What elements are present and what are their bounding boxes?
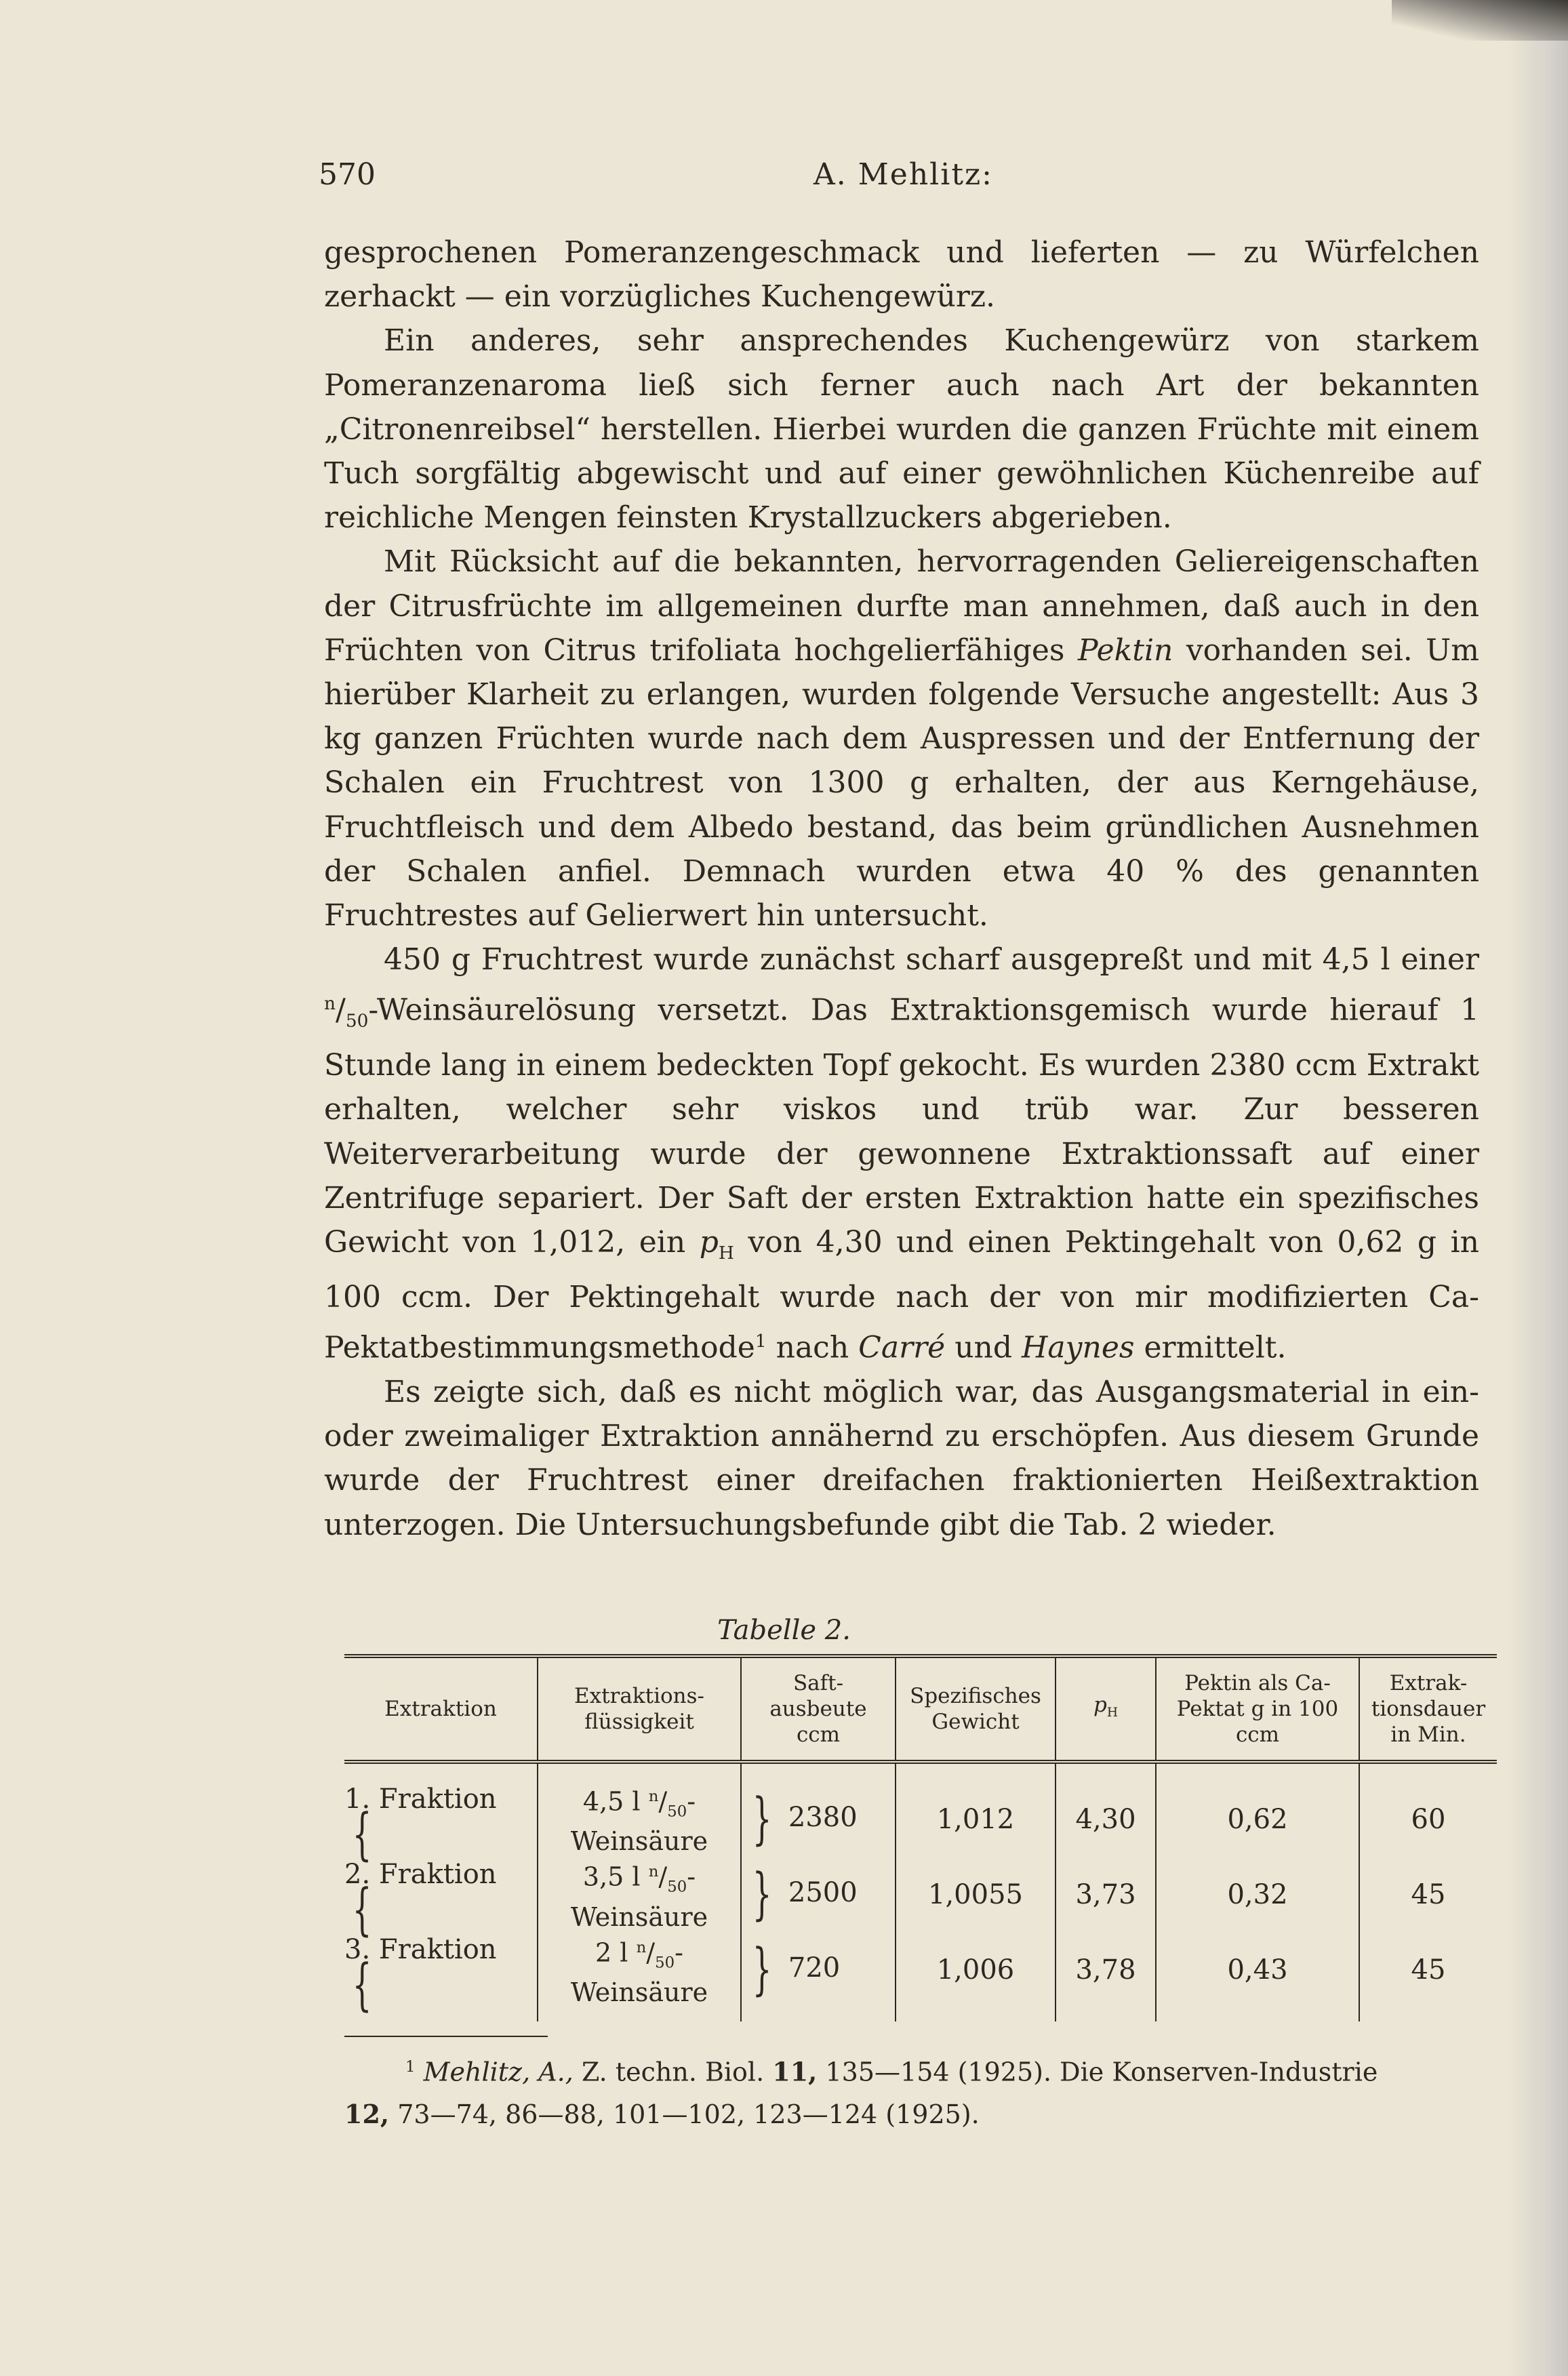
saftausbeute-cell: } 2380 bbox=[741, 1762, 896, 1857]
fraktion-cell: 3. Fraktion { bbox=[344, 1934, 497, 2018]
fluessigkeit-cell: 2 l $^n/_{50}-$ Weinsäure bbox=[538, 1933, 741, 2021]
body-text bbox=[324, 230, 1479, 1547]
footnote-author: Mehlitz, A., bbox=[423, 2057, 574, 2087]
dauer-cell: 45 bbox=[1359, 1933, 1497, 2021]
fraktion-cell: 2. Fraktion { bbox=[344, 1858, 497, 1942]
page-number: 570 bbox=[319, 157, 376, 192]
page-corner-shadow bbox=[1392, 0, 1568, 41]
running-head: A. Mehlitz: bbox=[813, 157, 994, 192]
table-row bbox=[344, 1933, 1497, 2021]
pektin-cell: 0,43 bbox=[1156, 1933, 1359, 2021]
fraktion-cell: 1. Fraktion { bbox=[344, 1783, 497, 1867]
header-pektin: Pektin als Ca-Pektat g in 100 ccm bbox=[1156, 1656, 1359, 1762]
header-extraktion: Extraktion bbox=[344, 1656, 538, 1762]
footnote: $^1$ Mehlitz, A., Z. techn. Biol. 11, 135—154 (1925). Die Konserven-Industrie 12, 73—74, 86—88, 101—102, 123—124 (1925). bbox=[344, 2056, 1378, 2129]
paragraph-1: gesprochenen Pomeranzengeschmack und lieferten — zu Würfelchen zerhackt — ein vorzügliches Kuchengewürz. bbox=[324, 235, 1479, 315]
header-dauer: Extrak- tionsdauer in Min. bbox=[1359, 1656, 1497, 1762]
footnote-reference: 1 bbox=[755, 1331, 767, 1352]
dauer-cell: 60 bbox=[1359, 1762, 1497, 1857]
header-gewicht: Spezifisches Gewicht bbox=[896, 1656, 1056, 1762]
brace-right: } bbox=[752, 1937, 772, 2002]
footnote-mark: 1 bbox=[405, 2058, 416, 2076]
header-fluessigkeit: Extraktions- flüssigkeit bbox=[538, 1656, 741, 1762]
table-header-row bbox=[344, 1656, 1497, 1762]
ph-symbol: p bbox=[699, 1224, 719, 1260]
paragraph-2: Ein anderes, sehr ansprechendes Kuchengewürz von starkem Pomeranzenaroma ließ sich ferner auch nach Art der bekannten „Citronenreibsel“ herstellen. Hierbei wurden die ganzen Früchte mit einem Tuch sorgfältig abgewischt und auf einer gewöhnlichen Küchenreibe auf reichliche Mengen feinsten Krystallzuckers abgerieben. bbox=[324, 323, 1479, 536]
header-ph: $p_H$ bbox=[1056, 1656, 1156, 1762]
pektin-term: Pektin bbox=[1077, 632, 1173, 668]
paragraph-5: Es zeigte sich, daß es nicht möglich war, das Ausgangsmaterial in ein- oder zweimaliger Extraktion annähernd zu erschöpfen. Aus diesem Grunde wurde der Fruchtrest einer dreifachen fraktionierten Heißextraktion unterzogen. Die Untersuchungsbefunde gibt die Tab. 2 wieder. bbox=[324, 1374, 1479, 1542]
page-header bbox=[319, 157, 1478, 198]
saftausbeute-cell: } 2500 bbox=[741, 1857, 896, 1932]
author-haynes: Haynes bbox=[1022, 1330, 1135, 1365]
saftausbeute-cell: } 720 bbox=[741, 1933, 896, 2021]
gewicht-cell: 1,006 bbox=[896, 1933, 1056, 2021]
brace-left: { bbox=[352, 1953, 372, 2018]
gewicht-cell: 1,012 bbox=[896, 1762, 1056, 1857]
brace-left: { bbox=[352, 1877, 372, 1942]
paragraph-3: Mit Rücksicht auf die bekannten, hervorragenden Geliereigenschaften der Citrusfrüchte im allgemeinen durfte man annehmen, daß auch in den Früchten von Citrus trifoliata hochgelierfähiges Pektin vorhanden sei. Um hierüber Klarheit zu erlangen, wurden folgende Versuche angestellt: Aus 3 kg ganzen Früchten wurde nach dem Auspressen und der Entfernung der Schalen ein Fruchtrest von 1300 g erhalten, der aus Kerngehäuse, Fruchtfleisch und dem Albedo bestand, das beim gründlichen Ausnehmen der Schalen anfiel. Demnach wurden etwa 40 % des genannten Fruchtrestes auf Gelierwert hin untersucht. bbox=[324, 544, 1479, 933]
author-carre: Carré bbox=[858, 1330, 946, 1365]
brace-left: { bbox=[352, 1802, 372, 1867]
fluessigkeit-cell: 3,5 l $^n/_{50}-$ Weinsäure bbox=[538, 1857, 741, 1932]
paragraph-4: 450 g Fruchtrest wurde zunächst scharf ausgepreßt und mit 4,5 l einer $^n/_{50}$-Weinsäurelösung versetzt. Das Extraktionsgemisch wurde hierauf 1 Stunde lang in einem bedeckten Topf gekocht. Es wurden 2380 ccm Extrakt erhalten, welcher sehr viskos und trüb war. Zur besseren Weiterverarbeitung wurde der gewonnene Extraktionssaft auf einer Zentrifuge separiert. Der Saft der ersten Extraktion hatte ein spezifisches Gewicht von 1,012, ein $p_H$ von 4,30 und einen Pektingehalt von 0,62 g in 100 ccm. Der Pektingehalt wurde nach der von mir modifizierten Ca-Pektatbestimmungsmethode$^1$ nach Carré und Haynes ermittelt. bbox=[324, 942, 1479, 1365]
footnote-rule bbox=[344, 2036, 548, 2037]
fluessigkeit-cell: 4,5 l $^n/_{50}-$ Weinsäure bbox=[538, 1762, 741, 1857]
extraction-table bbox=[344, 1654, 1497, 2021]
ph-cell: 4,30 bbox=[1056, 1762, 1156, 1857]
gewicht-cell: 1,0055 bbox=[896, 1857, 1056, 1932]
header-saftausbeute: Saft- ausbeute ccm bbox=[741, 1656, 896, 1762]
table-row bbox=[344, 1857, 1497, 1932]
page-edge-shadow bbox=[1507, 0, 1568, 2376]
table-row bbox=[344, 1762, 1497, 1857]
brace-right: } bbox=[752, 1786, 772, 1851]
table-caption: Tabelle 2. bbox=[717, 1615, 851, 1646]
ph-cell: 3,73 bbox=[1056, 1857, 1156, 1932]
pektin-cell: 0,32 bbox=[1156, 1857, 1359, 1932]
pektin-cell: 0,62 bbox=[1156, 1762, 1359, 1857]
ph-cell: 3,78 bbox=[1056, 1933, 1156, 2021]
dauer-cell: 45 bbox=[1359, 1857, 1497, 1932]
brace-right: } bbox=[752, 1861, 772, 1927]
